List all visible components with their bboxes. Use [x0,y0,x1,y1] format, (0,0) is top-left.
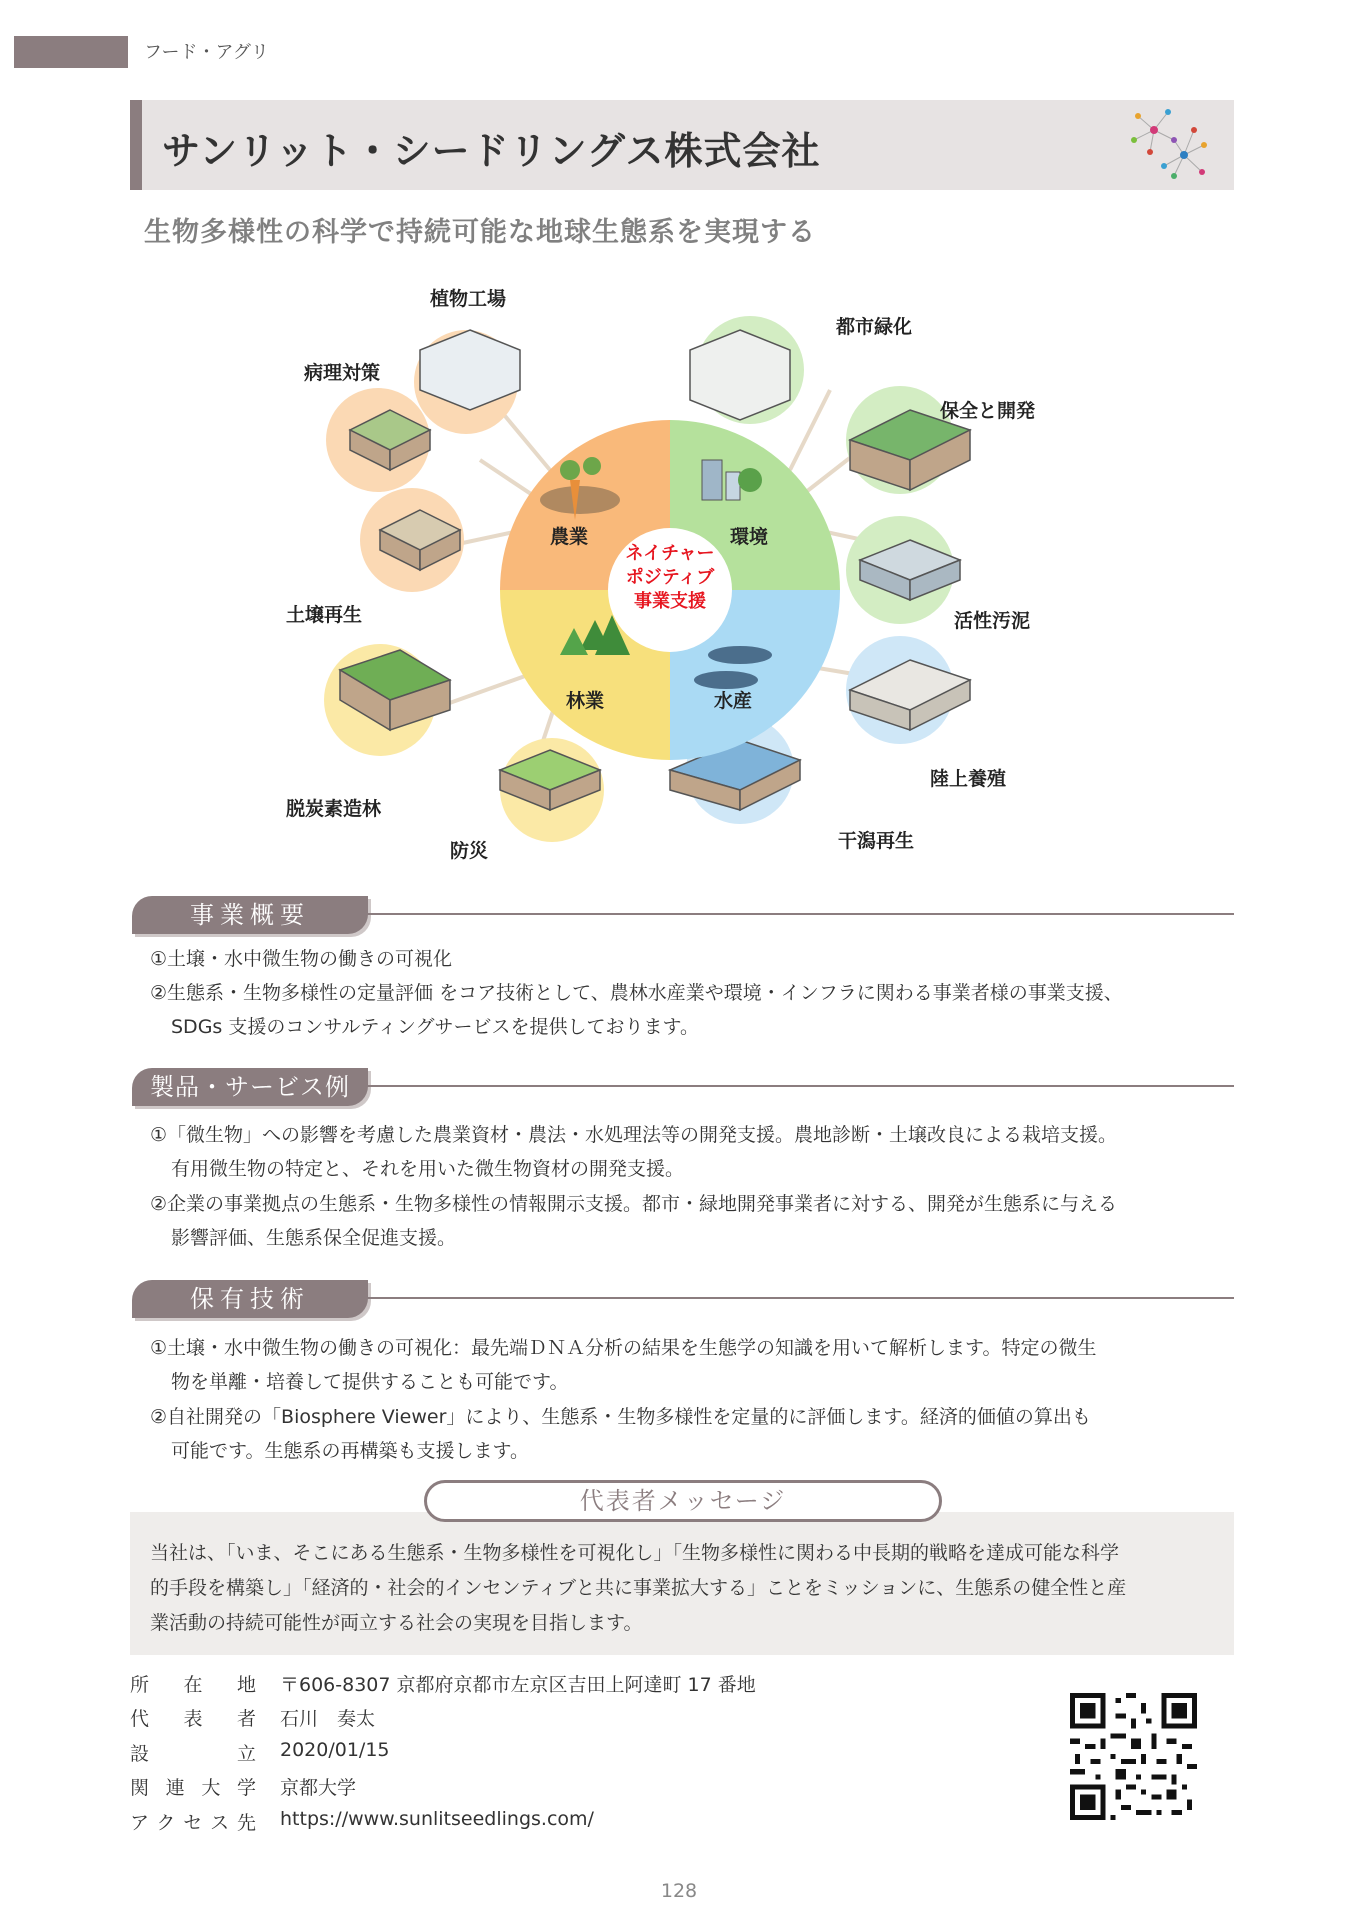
section-rule [360,913,1234,915]
message-line-3: 業活動の持続可能性が両立する社会の実現を目指します。 [150,1612,643,1634]
info-label-address: 所在地 [130,1674,256,1696]
info-label-access: アクセス先 [130,1812,256,1834]
center-line-1: ネイチャー [625,543,715,564]
info-label-representative: 代表者 [130,1708,256,1730]
technology-line-1: ①土壌・水中微生物の働きの可視化：最先端ＤＮＡ分析の結果を生態学の知識を用いて解析します。特定の微生 [150,1337,1097,1359]
tile-label-conservation: 保全と開発 [940,400,1036,422]
info-access-url[interactable]: https://www.sunlitseedlings.com/ [280,1808,594,1830]
tagline: 生物多様性の科学で持続可能な地球生態系を実現する [144,217,816,248]
center-line-3: 事業支援 [634,591,706,612]
tile-label-sludge: 活性汚泥 [954,610,1031,632]
category-bar [14,36,128,68]
quadrant-label-forest: 林業 [566,690,605,712]
tile-label-decarbon: 脱炭素造林 [286,798,382,820]
section-rule [360,1085,1234,1087]
section-title-technology: 保有技術 [132,1280,368,1318]
tile-label-aquaculture: 陸上養殖 [930,768,1007,790]
info-label-founded: 設立 [130,1743,256,1765]
tile-label-plant-factory: 植物工場 [430,288,507,310]
business-diagram [270,290,1070,890]
message-line-1: 当社は、「いま、そこにある生態系・生物多様性を可視化し」「生物多様性に関わる中長期的戦略を達成可能な科学 [150,1542,1120,1564]
section-rule [360,1297,1234,1299]
technology-line-4: 可能です。生態系の再構築も支援します。 [171,1440,529,1462]
tile-label-disaster: 防災 [450,840,489,862]
info-founded: 2020/01/15 [280,1739,390,1761]
overview-line-2: ②生態系・生物多様性の定量評価 をコア技術として、農林水産業や環境・インフラに関わる事業者様の事業支援、 [150,982,1123,1004]
tile-label-tideland: 干潟再生 [838,830,915,852]
products-line-4: 影響評価、生態系保全促進支援。 [171,1227,457,1249]
products-line-3: ②企業の事業拠点の生態系・生物多様性の情報開示支援。都市・緑地開発事業者に対する、開発が生態系に与える [150,1193,1118,1215]
page-number: 128 [660,1880,698,1902]
section-title-overview: 事業概要 [132,896,368,934]
overview-line-3: SDGs 支援のコンサルティングサービスを提供しております。 [171,1016,699,1038]
tile-label-pathology: 病理対策 [304,362,381,384]
info-address: 〒606-8307 京都府京都市左京区吉田上阿達町 17 番地 [280,1674,756,1696]
center-line-2: ポジティブ [625,567,715,588]
products-line-1: ①「微生物」への影響を考慮した農業資材・農法・水処理法等の開発支援。農地診断・土壌改良による栽培支援。 [150,1124,1118,1146]
technology-line-2: 物を単離・培養して提供することも可能です。 [171,1371,569,1393]
message-line-2: 的手段を構築し」「経済的・社会的インセンティブと共に事業拡大する」ことをミッションに、生態系の健全性と産 [150,1577,1127,1599]
tile-label-urban-greening: 都市緑化 [836,316,913,338]
qr-code-icon[interactable] [1070,1693,1197,1820]
company-name: サンリット・シードリングス株式会社 [162,129,821,173]
center-label [608,542,732,614]
section-title-products: 製品・サービス例 [132,1068,368,1106]
technology-line-3: ②自社開発の「Biosphere Viewer」により、生態系・生物多様性を定量的に評価します。経済的価値の算出も [150,1406,1091,1428]
quadrant-label-fish: 水産 [714,690,753,712]
info-representative: 石川 奏太 [280,1708,376,1730]
category-label: フード・アグリ [144,42,269,63]
info-university: 京都大学 [280,1777,357,1799]
tile-label-soil-regen: 土壌再生 [286,604,363,626]
products-line-2: 有用微生物の特定と、それを用いた微生物資材の開発支援。 [171,1158,685,1180]
quadrant-label-agri: 農業 [550,526,589,548]
network-logo-icon [1124,100,1216,190]
overview-line-1: ①土壌・水中微生物の働きの可視化 [150,948,453,970]
quadrant-label-env: 環境 [730,526,769,548]
message-title: 代表者メッセージ [424,1480,942,1522]
info-label-university: 関連大学 [130,1777,256,1799]
